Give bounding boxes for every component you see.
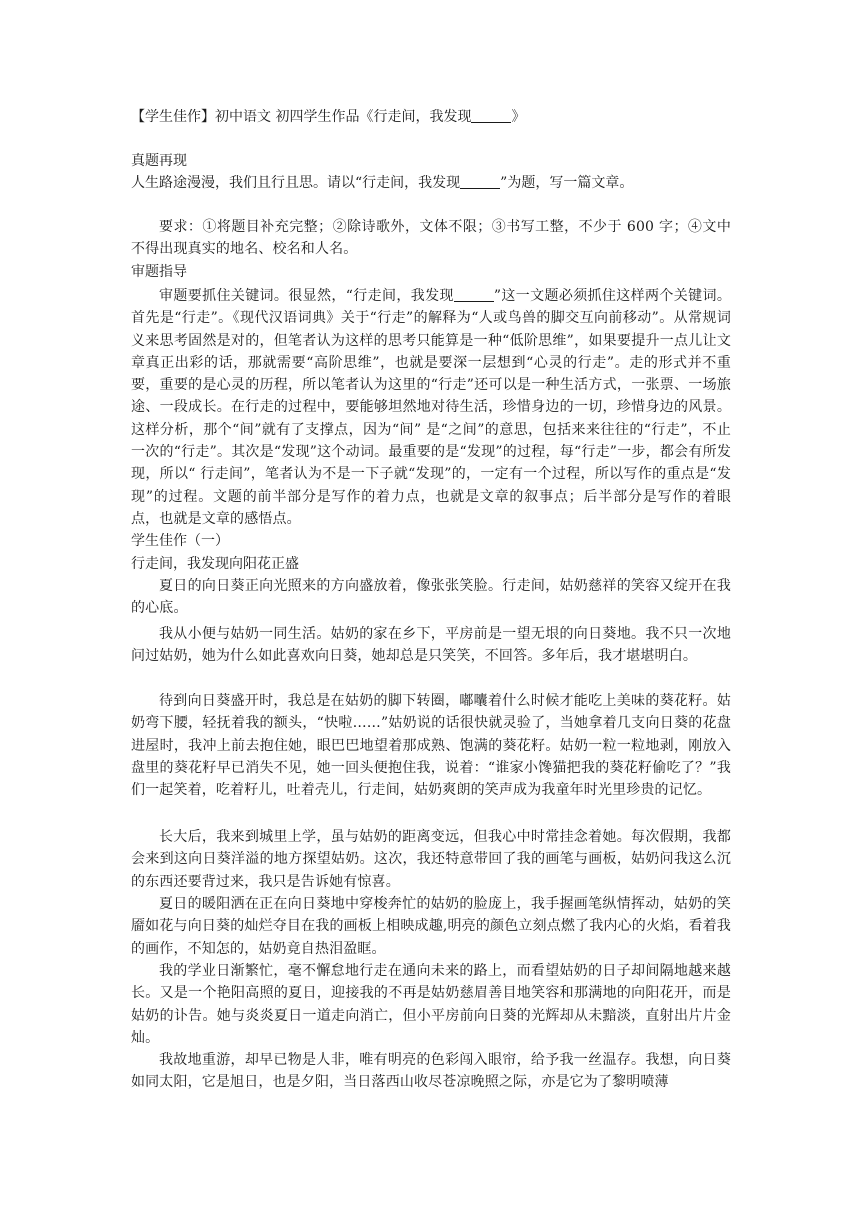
essay-paragraph: 我故地重游，却早已物是人非，唯有明亮的色彩闯入眼帘，给予我一丝温存。我想，向日葵如同太阳，它是旭日，也是夕阳，当日落西山收尽苍凉晚照之际，亦是它为了黎明喷薄 — [131, 1052, 731, 1091]
guide-paragraph: 审题要抓住关键词。很显然，“行走间，我发现 ”这一文题必须抓住这样两个关键词。首先是“行走”。《现代汉语词典》关于“行走”的解释为“人或鸟兽的脚交互向前移动”。从常规词义来思考固然是对的，但笔者认为这样的思考只能算是一种“低阶思维”，如果要提升一点儿让文章真正出彩的话，那就需要“高阶思维”，也就是要深一层想到“心灵的行走”。走的形式并不重要，重要的是心灵的历程，所以笔者认为这里的“行走”还可以是一种生活方式，一张票、一场旅途、一段成长。在行走的过程中，要能够坦然地对待生活，珍惜身边的一切，珍惜身边的风景。这样分析，那个“间”就有了支撑点，因为“间” 是“之间”的意思，包括来来往往的“行走”，不止一次的“行走”。其次是“发现”这个动词。最重要的是“发现”的过程，每“行走”一步，都会有所发现，所以“ 行走间”，笔者认为不是一下子就“发现”的，一定有一个过程，所以写作的重点是“发现”的过程。文题的前半部分是写作的着力点，也就是文章的叙事点；后半部分是写作的着眼点，也就是文章的感悟点。 — [131, 288, 731, 527]
prompt-blank — [460, 174, 500, 189]
guide-blank — [454, 287, 494, 302]
exam-prompt: 人生路途漫漫，我们且行且思。请以“行走间，我发现 ”为题，写一篇文章。 — [131, 175, 634, 191]
title-text: 【学生佳作】初中语文 初四学生作品《行走间，我发现 — [131, 109, 472, 125]
section-heading-guide: 审题指导 — [131, 264, 187, 280]
title-suffix: 》 — [511, 109, 526, 125]
essay-paragraph: 我的学业日渐繁忙，毫不懈怠地行走在通向未来的路上，而看望姑奶的日子却间隔地越来越长。又是一个艳阳高照的夏日，迎接我的不再是姑奶慈眉善目地笑容和那满地的向阳花开，而是姑奶的讣告。她与炎炎夏日一道走向消亡，但小平房前向日葵的光辉却从未黯淡，直射出片片金灿。 — [131, 963, 731, 1046]
essay-paragraph: 长大后，我来到城里上学，虽与姑奶的距离变远，但我心中时常挂念着她。每次假期，我都会来到这向日葵洋溢的地方探望姑奶。这次，我还特意带回了我的画笔与画板，姑奶问我这么沉的东西还要背过来，我只是告诉她有惊喜。 — [131, 829, 731, 890]
essay-title: 行走间，我发现向阳花正盛 — [131, 556, 299, 572]
requirements-paragraph: 要求：①将题目补充完整；②除诗歌外，文体不限；③书写工整，不少于 600 字；④文中不得出现真实的地名、校名和人名。 — [131, 219, 731, 258]
section-heading-sample: 学生佳作（一） — [131, 533, 229, 549]
essay-paragraph: 夏日的向日葵正向光照来的方向盛放着，像张张笑脸。行走间，姑奶慈祥的笑容又绽开在我的心底。 — [131, 578, 731, 617]
section-heading-exam: 真题再现 — [131, 153, 187, 169]
essay-paragraph: 我从小便与姑奶一同生活。姑奶的家在乡下，平房前是一望无垠的向日葵地。我不只一次地问过姑奶，她为什么如此喜欢向日葵，她却总是只笑笑，不回答。多年后，我才堪堪明白。 — [131, 626, 731, 665]
title-blank — [471, 108, 511, 123]
essay-paragraph: 夏日的暖阳洒在正在向日葵地中穿梭奔忙的姑奶的脸庞上，我手握画笔纵情挥动，姑奶的笑靥如花与向日葵的灿烂夺目在我的画板上相映成趣,明亮的颜色立刻点燃了我内心的火焰，看着我的画作，不知怎的，姑奶竟自热泪盈眶。 — [131, 896, 731, 957]
essay-paragraph: 待到向日葵盛开时，我总是在姑奶的脚下转圈，嘟囔着什么时候才能吃上美味的葵花籽。姑奶弯下腰，轻抚着我的额头，“快啦……”姑奶说的话很快就灵验了，当她拿着几支向日葵的花盘进屋时，我冲上前去抱住她，眼巴巴地望着那成熟、饱满的葵花籽。姑奶一粒一粒地剥，刚放入盘里的葵花籽早已消失不见，她一回头便抱住我，说着：“谁家小馋猫把我的葵花籽偷吃了？”我们一起笑着，吃着籽儿，吐着壳儿，行走间，姑奶爽朗的笑声成为我童年时光里珍贵的记忆。 — [131, 693, 731, 799]
document-title — [131, 106, 525, 128]
